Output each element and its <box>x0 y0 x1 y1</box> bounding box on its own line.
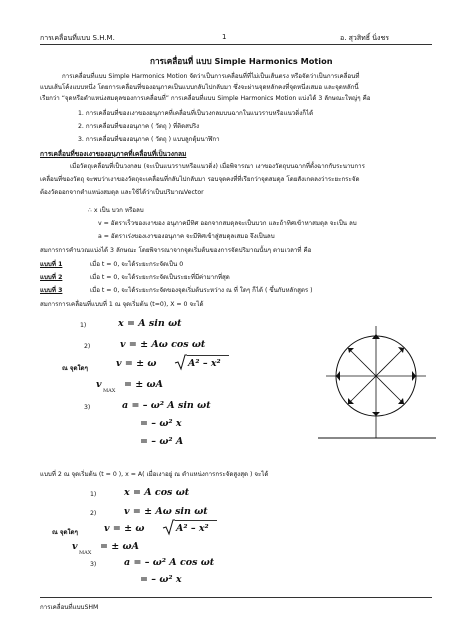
footer-text: การเคลื่อนที่แบบSHM <box>40 604 99 611</box>
condition-text: เมื่อ t = 0, จะได้ระยะกระจัดของจุดเริ่มต้นระหว่าง ณ ที่ ใดๆ ก็ได้ ( ขึ้นกับหลักสูตร ) <box>90 287 313 294</box>
list-item: 2. การเคลื่อนที่ของอนุภาค ( วัตถุ ) ที่ติดสปริง <box>78 123 200 130</box>
condition-text: เมื่อ t = 0, จะได้ระยะกระจัดเป็นระยะที่มีค่ามากที่สุด <box>90 274 230 281</box>
equation-acceleration-x: = – ω² x <box>140 418 182 429</box>
definition-v: v = อัตราเร็วของเงาของ อนุภาคมีทิศ ออกจากสมดุลจะเป็นบวก และถ้าทิศเข้าหาสมดุล จะเป็น ลบ <box>98 220 357 227</box>
paragraph-line: เมื่อวัตถุเคลื่อนที่เป็นวงกลม (จะเป็นแนวราบหรือแนวดิ่ง) เมื่อพิจารณา เงาของวัตถุบนฉากที่ตั้งฉากกับระนาบการ <box>70 163 365 170</box>
header-author: อ. สุวสิทธิ์ นิ่งชร <box>340 34 389 42</box>
equation-velocity: v = ± Aω sin ωt <box>124 506 208 517</box>
list-item: 3. การเคลื่อนที่ของอนุภาค ( วัตถุ ) แบบลูกตุ้มนาฬิกา <box>78 136 220 143</box>
velocity-max-symbol: v <box>96 379 102 390</box>
condition-label: แบบที่ 3 <box>40 287 63 294</box>
header-left: การเคลื่อนที่แบบ S.H.M. <box>40 34 115 42</box>
equation-velocity-any-point: v = ± ω <box>104 523 145 534</box>
equation-displacement: x = A cos ωt <box>124 487 190 498</box>
case2-intro: แบบที่ 2 ณ จุดเริ่มต้น (t = 0 ), x = A( เมื่อเงาอยู่ ณ ตำแหน่งการกระจัดสูงสุด ) จะได้ <box>40 471 269 478</box>
equation-velocity: v = ± Aω cos ωt <box>120 339 206 350</box>
equation-velocity-any-point: v = ± ω <box>116 358 157 369</box>
paragraph-line: เคลื่อนที่ของวัตถุ จะพบว่าเงาของวัตถุจะเคลื่อนที่กลับไปกลับมา รอบจุดคงที่ที่เรียกว่าจุดสมดุล โดยสังเกตลงว่าระยะกระจัด <box>40 176 360 183</box>
sqrt-bar <box>175 520 217 521</box>
paragraph-line: ต้องวัดออกจากตำแหน่งสมดุล และใช้ได้ว่าเป็นปริมาณVector <box>40 189 204 196</box>
equation-number: 3) <box>90 561 97 568</box>
definition-a: a = อัตราเร่งของเงาของอนุภาค จะมีทิศเข้าสู่สมดุลเสมอ จึงเป็นลบ <box>98 233 275 240</box>
equation-number: 3) <box>84 404 91 411</box>
intro-line: เรียกว่า “จุดหรือตำแหน่งสมดุลของการเคลื่อนที่” การเคลื่อนที่แบบ Simple Harmonics Motion แบ่งได้ 3 ลักษณะใหญ่ๆ คือ <box>40 95 371 102</box>
definition-x: ∴ x เป็น บวก หรือลบ <box>88 207 144 214</box>
intro-line: แบบเส้นโค้งแบบหนึ่ง โดยการเคลื่อนที่ของอนุภาคเป็นแบบกลับไปกลับมา ซึ่งจะผ่านจุดหลักคงที่จุดหนึ่งเสมอ และจุดหลักนี้ <box>40 84 359 91</box>
equation-displacement: x = A sin ωt <box>118 318 182 329</box>
radicand: A² – x² <box>188 358 221 369</box>
equation-acceleration: a = – ω² A cos ωt <box>124 557 215 568</box>
velocity-max-value: = ± ωA <box>124 379 163 390</box>
equation-acceleration-x: = – ω² x <box>140 574 182 585</box>
equation-number: 2) <box>90 510 97 517</box>
radicand: A² – x² <box>176 523 209 534</box>
header-rule <box>40 44 432 45</box>
sqrt-bar <box>187 355 229 356</box>
condition-label: แบบที่ 1 <box>40 261 63 268</box>
equation-acceleration: a = – ω² A sin ωt <box>122 400 211 411</box>
velocity-max-symbol: v <box>72 541 78 552</box>
any-point-label: ณ จุดใดๆ <box>62 365 88 372</box>
condition-label: แบบที่ 2 <box>40 274 63 281</box>
conditions-intro: สมการการคำนวณแบ่งได้ 3 ลักษณะ โดยพิจารณาจากจุดเริ่มต้นของการจัดปริมาณนั้นๆ ตามเวลาที่ คือ <box>40 247 312 254</box>
equation-number: 1) <box>80 322 87 329</box>
sqrt-sign-icon <box>175 354 187 370</box>
condition-text: เมื่อ t = 0, จะได้ระยะกระจัดเป็น 0 <box>90 261 184 268</box>
equation-number: 1) <box>90 491 97 498</box>
page-number: 1 <box>222 33 227 41</box>
any-point-label: ณ จุดใดๆ <box>52 529 78 536</box>
velocity-max-value: = ± ωA <box>100 541 139 552</box>
page-title: การเคลื่อนที่ แบบ Simple Harmonics Motion <box>150 56 333 66</box>
velocity-max-subscript: MAX <box>79 550 92 556</box>
circle-motion-diagram <box>312 320 442 450</box>
footer-rule <box>40 597 432 598</box>
equation-acceleration-max: = – ω² A <box>140 436 184 447</box>
equation-number: 2) <box>84 343 91 350</box>
sqrt-sign-icon <box>163 519 175 535</box>
section-heading: การเคลื่อนที่ของเงาของอนุภาคที่เคลื่อนที่เป็นวงกลม <box>40 150 187 158</box>
intro-line: การเคลื่อนที่แบบ Simple Harmonics Motion จัดว่าเป็นการเคลื่อนที่ที่ไม่เป็นเส้นตรง หรือจัดว่าเป็นการเคลื่อนที่ <box>62 73 360 80</box>
velocity-max-subscript: MAX <box>103 388 116 394</box>
list-item: 1. การเคลื่อนที่ของเงาของอนุภาคที่เคลื่อนที่เป็นวงกลมบนฉากในแนวราบหรือแนวดิ่งก็ได้ <box>78 110 314 117</box>
case1-intro: สมการการเคลื่อนที่แบบที่ 1 ณ จุดเริ่มต้น (t=0), X = 0 จะได้ <box>40 301 204 308</box>
